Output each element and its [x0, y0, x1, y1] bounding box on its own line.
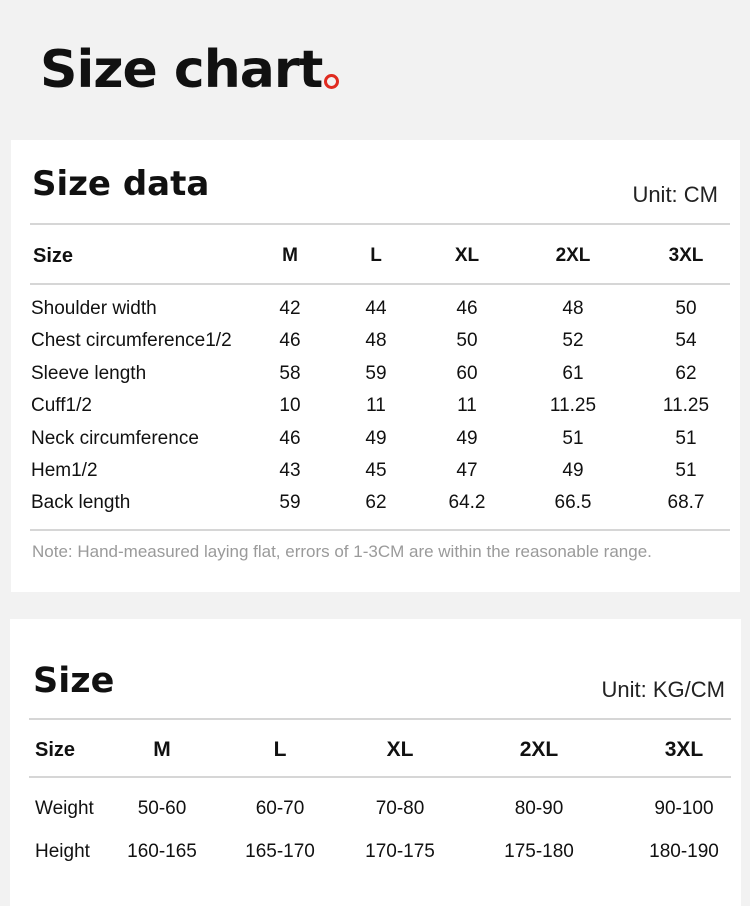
- table-cell: 11.25: [549, 395, 597, 416]
- table-cell: 170-175: [365, 841, 435, 862]
- table-cell: 10: [279, 395, 301, 416]
- table-cell: 64.2: [448, 492, 486, 513]
- row-label: Height: [35, 841, 90, 862]
- table-cell: 46: [279, 330, 301, 351]
- table-cell: 175-180: [504, 841, 574, 862]
- table-cell: 46: [456, 298, 478, 319]
- table-row: [11, 358, 740, 390]
- table-cell: 180-190: [649, 841, 719, 862]
- table-cell: 60: [456, 363, 478, 384]
- table-cell: 49: [365, 428, 387, 449]
- page-title: [40, 38, 339, 102]
- size-data-unit: Unit: CM: [632, 182, 718, 207]
- table-cell: 46: [279, 428, 301, 449]
- divider: [30, 283, 730, 285]
- table-row: [11, 487, 740, 519]
- table-row: [11, 423, 740, 455]
- table-row: [10, 793, 741, 825]
- size-data-card: [11, 140, 740, 592]
- page-title-text: Size chart: [40, 40, 323, 100]
- size-guide-heading: Size: [33, 661, 115, 701]
- column-header: XL: [454, 245, 480, 266]
- column-header: M: [282, 245, 298, 266]
- column-header: M: [153, 738, 171, 761]
- table-cell: 54: [675, 330, 697, 351]
- row-label: Sleeve length: [31, 363, 147, 384]
- row-label: Weight: [35, 798, 94, 819]
- size-guide-unit: Unit: KG/CM: [601, 677, 725, 702]
- table-row: [11, 390, 740, 422]
- row-label: Chest circumference1/2: [31, 330, 232, 351]
- table-cell: 50: [675, 298, 697, 319]
- table-cell: 60-70: [255, 798, 305, 819]
- column-header: 2XL: [519, 738, 559, 761]
- table-cell: 49: [456, 428, 478, 449]
- table-cell: 43: [279, 460, 301, 481]
- table-row: [10, 836, 741, 868]
- column-header: L: [273, 738, 287, 761]
- table-header-row: [10, 734, 741, 766]
- row-label: Cuff1/2: [31, 395, 92, 416]
- column-header: Size: [33, 245, 74, 267]
- row-label: Back length: [31, 492, 131, 513]
- table-cell: 52: [562, 330, 584, 351]
- table-cell: 80-90: [514, 798, 564, 819]
- table-row: [11, 455, 740, 487]
- table-cell: 62: [675, 363, 697, 384]
- size-guide-card: [10, 619, 741, 906]
- table-cell: 48: [365, 330, 387, 351]
- row-label: Shoulder width: [31, 298, 157, 319]
- table-cell: 58: [279, 363, 301, 384]
- table-cell: 59: [365, 363, 387, 384]
- column-header: 3XL: [664, 738, 704, 761]
- divider: [30, 223, 730, 225]
- table-cell: 90-100: [654, 798, 714, 819]
- row-label: Neck circumference: [31, 428, 199, 449]
- column-header: XL: [386, 738, 414, 761]
- divider: [29, 718, 731, 720]
- table-cell: 59: [279, 492, 301, 513]
- table-cell: 47: [456, 460, 478, 481]
- table-cell: 165-170: [245, 841, 315, 862]
- table-cell: 51: [675, 460, 697, 481]
- table-cell: 45: [365, 460, 387, 481]
- size-data-heading: Size data: [32, 164, 210, 204]
- divider: [29, 776, 731, 778]
- row-label: Hem1/2: [31, 460, 98, 481]
- table-cell: 70-80: [375, 798, 425, 819]
- table-cell: 66.5: [554, 492, 592, 513]
- measurement-note: Note: Hand-measured laying flat, errors of 1-3CM are within the reasonable range.: [32, 542, 652, 561]
- column-header: L: [370, 245, 382, 266]
- table-header-row: [11, 240, 740, 272]
- table-cell: 51: [562, 428, 584, 449]
- table-cell: 51: [675, 428, 697, 449]
- table-cell: 61: [562, 363, 584, 384]
- table-row: [11, 293, 740, 325]
- table-cell: 160-165: [127, 841, 197, 862]
- divider: [30, 529, 730, 531]
- column-header: Size: [35, 739, 76, 761]
- table-cell: 11: [366, 395, 386, 416]
- table-row: [11, 325, 740, 357]
- table-cell: 68.7: [667, 492, 705, 513]
- table-cell: 49: [562, 460, 584, 481]
- table-cell: 42: [279, 298, 301, 319]
- table-cell: 48: [562, 298, 584, 319]
- column-header: 3XL: [668, 245, 704, 266]
- table-cell: 11: [457, 395, 477, 416]
- table-cell: 50-60: [137, 798, 187, 819]
- title-dot-icon: [324, 74, 339, 89]
- table-cell: 62: [365, 492, 387, 513]
- table-cell: 44: [365, 298, 387, 319]
- column-header: 2XL: [555, 245, 591, 266]
- table-cell: 11.25: [662, 395, 710, 416]
- table-cell: 50: [456, 330, 478, 351]
